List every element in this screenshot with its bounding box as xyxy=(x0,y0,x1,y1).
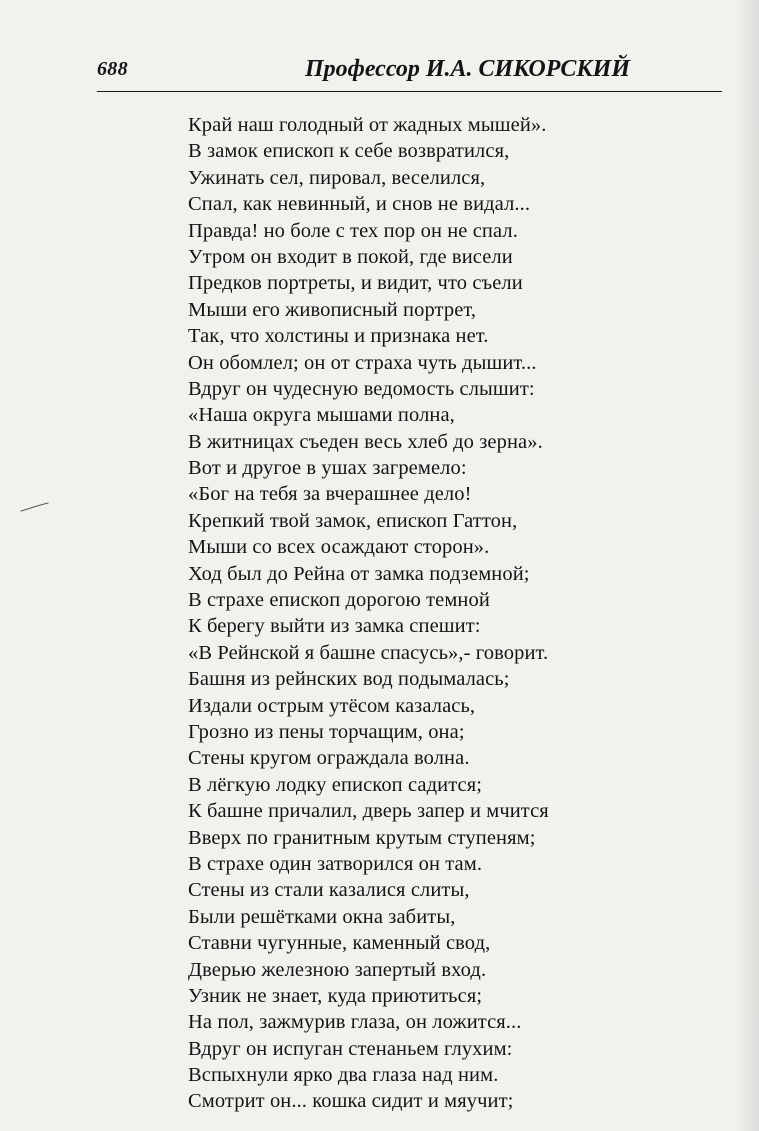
poem-line: Были решётками окна забиты, xyxy=(188,905,456,928)
poem-line: Крепкий твой замок, епископ Гаттон, xyxy=(188,509,518,532)
poem-line: Он обомлел; он от страха чуть дышит... xyxy=(188,351,537,374)
poem-line: Правда! но боле с тех пор он не спал. xyxy=(188,219,518,242)
poem-text xyxy=(188,112,638,1115)
poem-line: К башне причалил, дверь запер и мчится xyxy=(188,800,549,823)
poem-line: «Наша округа мышами полна, xyxy=(188,404,455,427)
poem-line: Спал, как невинный, и снов не видал... xyxy=(188,193,531,216)
poem-line: Вот и другое в ушах загремело: xyxy=(188,457,467,480)
poem-line: Утром он входит в покой, где висели xyxy=(188,245,513,268)
running-title: Профессор И.А. СИКОРСКИЙ xyxy=(304,56,630,82)
poem-line: Башня из рейнских вод подымалась; xyxy=(188,668,510,691)
poem-line: В лёгкую лодку епископ садится; xyxy=(188,773,483,796)
poem-line: Стены кругом ограждала волна. xyxy=(188,747,470,770)
page-header xyxy=(97,58,722,90)
poem-line: Ужинать сел, пировал, веселился, xyxy=(188,166,486,189)
page-number: 688 xyxy=(97,58,128,80)
poem-line: Край наш голодный от жадных мышей». xyxy=(188,114,547,136)
poem-line: Так, что холстины и признака нет. xyxy=(188,325,489,348)
poem-line: Вверх по гранитным крутым ступеням; xyxy=(188,826,536,849)
poem-line: В страхе один затворился он там. xyxy=(188,852,483,875)
poem-line: Ставни чугунные, каменный свод, xyxy=(188,932,491,955)
poem-line: Вспыхнули ярко два глаза над ним. xyxy=(188,1064,499,1087)
margin-pencil-mark xyxy=(20,501,50,513)
poem-line: Грозно из пены торчащим, она; xyxy=(188,720,465,743)
poem-line: Смотрит он... кошка сидит и мяучит; xyxy=(188,1090,514,1113)
poem-line: На пол, зажмурив глаза, он ложится... xyxy=(188,1011,522,1034)
page-edge-shadow xyxy=(737,0,759,1131)
poem-line: «Бог на тебя за вчерашнее дело! xyxy=(188,483,472,506)
poem-line: «В Рейнской я башне спасусь»,- говорит. xyxy=(188,641,549,664)
poem-line: Стены из стали казалися слиты, xyxy=(188,879,470,902)
poem-line: В замок епископ к себе возвратился, xyxy=(188,140,510,163)
poem-line: Дверью железною запертый вход. xyxy=(188,958,487,981)
poem-line: В житницах съеден весь хлеб до зерна». xyxy=(188,430,543,453)
poem-line: Узник не знает, куда приютиться; xyxy=(188,984,483,1007)
header-rule xyxy=(97,91,722,92)
poem-line: К берегу выйти из замка спешит: xyxy=(188,615,481,638)
poem-line: Издали острым утёсом казалась, xyxy=(188,694,476,717)
poem-line: Мыши его живописный портрет, xyxy=(188,298,477,321)
poem-line: Вдруг он испуган стенаньем глухим: xyxy=(188,1037,513,1060)
poem-line: Предков портреты, и видит, что съели xyxy=(188,272,523,295)
poem-line: Вдруг он чудесную ведомость слышит: xyxy=(188,377,535,400)
poem-line: Мыши со всех осаждают сторон». xyxy=(188,536,490,559)
poem-line: В страхе епископ дорогою темной xyxy=(188,589,490,612)
poem-line: Ход был до Рейна от замка подземной; xyxy=(188,562,530,585)
